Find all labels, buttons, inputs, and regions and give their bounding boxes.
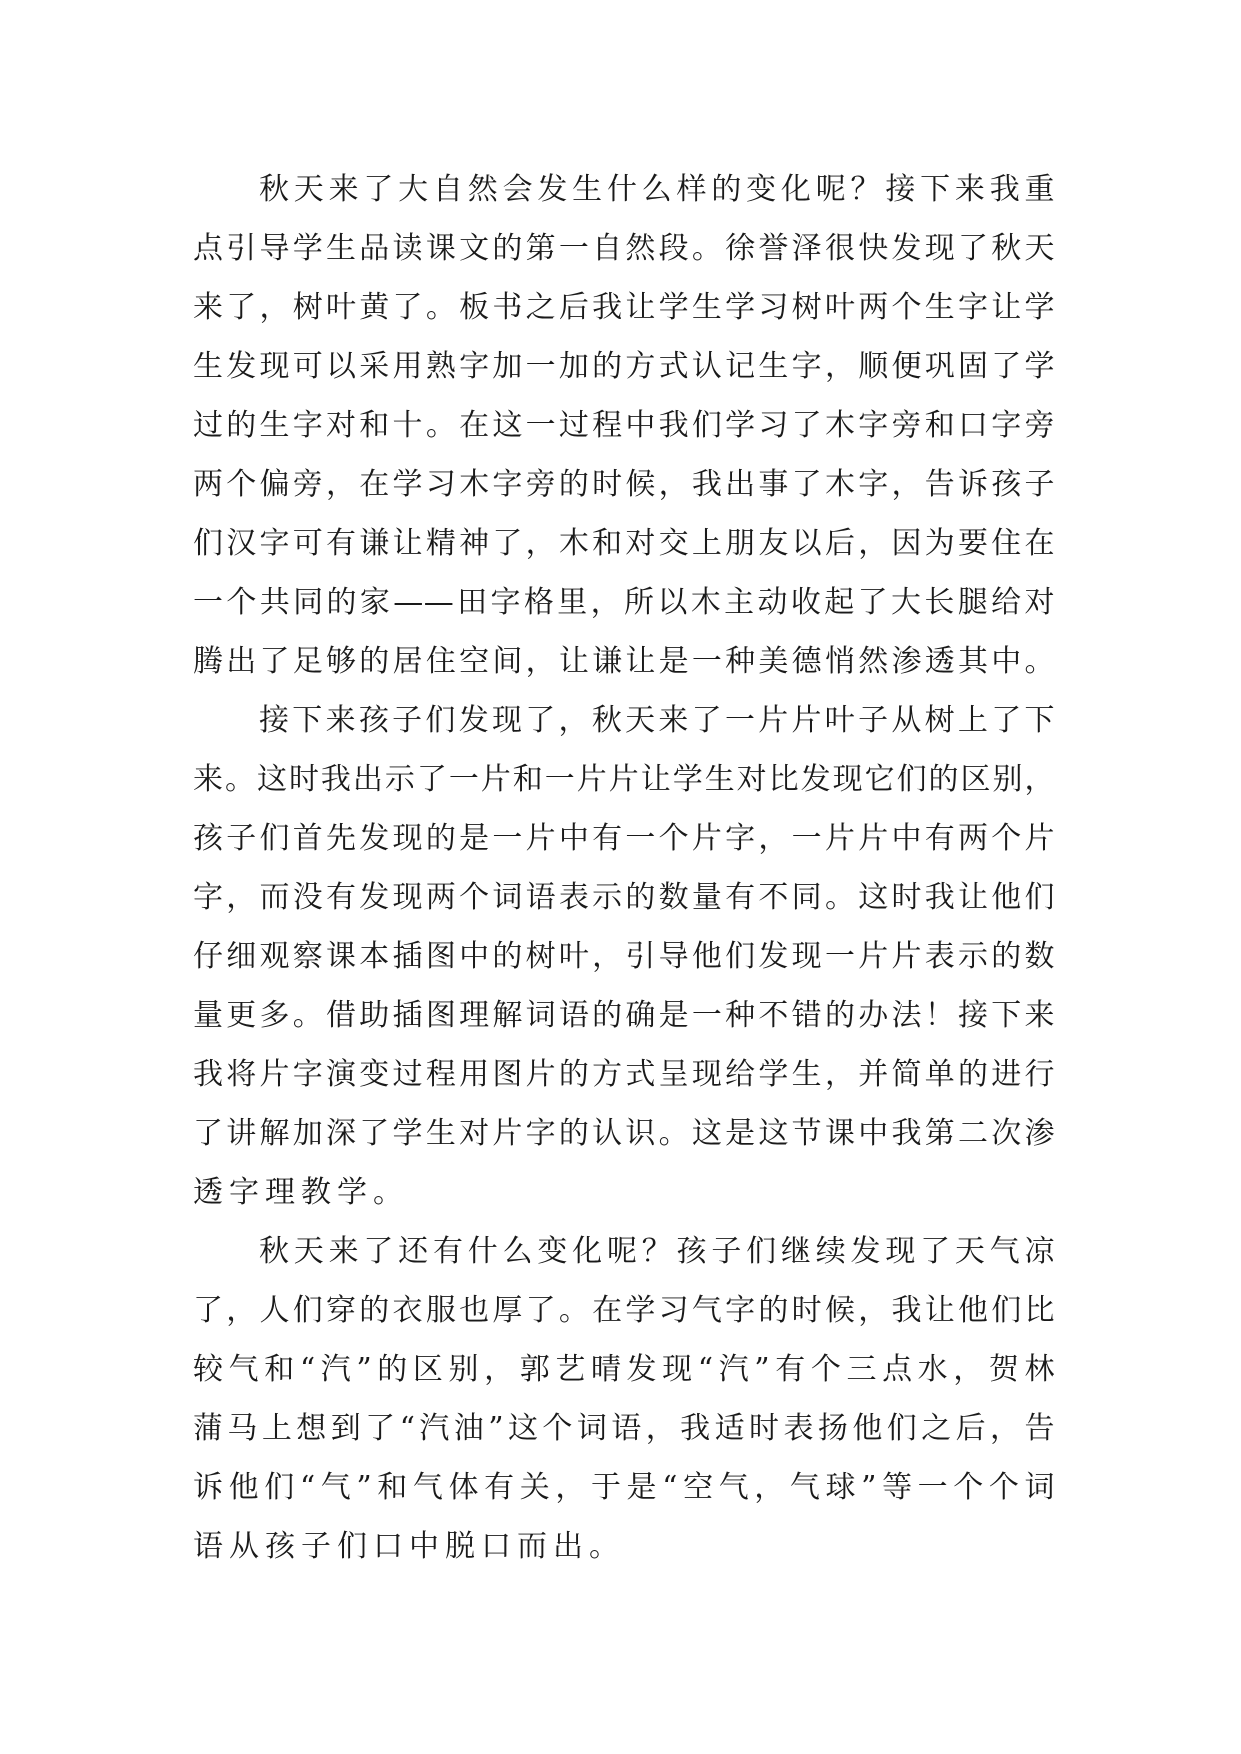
text-line: 我将片字演变过程用图片的方式呈现给学生，并简单的进行 bbox=[193, 1057, 1055, 1092]
text-line: 们汉字可有谦让精神了，木和对交上朋友以后，因为要住在 bbox=[193, 526, 1055, 561]
text-line: 孩子们首先发现的是一片中有一个片字，一片片中有两个片 bbox=[193, 821, 1055, 856]
text-line: 生发现可以采用熟字加一加的方式认记生字，顺便巩固了学 bbox=[193, 349, 1055, 384]
text-line: 一个共同的家——田字格里，所以木主动收起了大长腿给对 bbox=[193, 585, 1055, 620]
text-line: 量更多。借助插图理解词语的确是一种不错的办法！接下来 bbox=[193, 998, 1055, 1033]
text-line: 了，人们穿的衣服也厚了。在学习气字的时候，我让他们比 bbox=[193, 1293, 1055, 1328]
text-line: 腾出了足够的居住空间，让谦让是一种美德悄然渗透其中。 bbox=[193, 644, 1055, 679]
text-line: 点引导学生品读课文的第一自然段。徐誉泽很快发现了秋天 bbox=[193, 231, 1055, 266]
text-line: 来。这时我出示了一片和一片片让学生对比发现它们的区别， bbox=[193, 762, 1055, 797]
paragraph-3 bbox=[193, 1222, 1055, 1576]
document-body bbox=[193, 160, 1055, 1576]
text-line: 蒲马上想到了“汽油”这个词语，我适时表扬他们之后，告 bbox=[193, 1411, 1055, 1446]
text-line: 两个偏旁，在学习木字旁的时候，我出事了木字，告诉孩子 bbox=[193, 467, 1055, 502]
text-line: 仔细观察课本插图中的树叶，引导他们发现一片片表示的数 bbox=[193, 939, 1055, 974]
text-line: 秋天来了大自然会发生什么样的变化呢？接下来我重 bbox=[259, 172, 1055, 207]
text-line: 秋天来了还有什么变化呢？孩子们继续发现了天气凉 bbox=[259, 1234, 1055, 1269]
text-line: 语从孩子们口中脱口而出。 bbox=[193, 1529, 625, 1564]
text-line: 了讲解加深了学生对片字的认识。这是这节课中我第二次渗 bbox=[193, 1116, 1055, 1151]
text-line: 来了，树叶黄了。板书之后我让学生学习树叶两个生字让学 bbox=[193, 290, 1055, 325]
text-line: 较气和“汽”的区别，郭艺晴发现“汽”有个三点水，贺林 bbox=[193, 1352, 1055, 1387]
text-line: 透字理教学。 bbox=[193, 1175, 409, 1210]
paragraph-2 bbox=[193, 691, 1055, 1222]
paragraph-1 bbox=[193, 160, 1055, 691]
text-line: 字，而没有发现两个词语表示的数量有不同。这时我让他们 bbox=[193, 880, 1055, 915]
text-line: 接下来孩子们发现了，秋天来了一片片叶子从树上了下 bbox=[259, 703, 1055, 738]
text-line: 过的生字对和十。在这一过程中我们学习了木字旁和口字旁 bbox=[193, 408, 1055, 443]
text-line: 诉他们“气”和气体有关，于是“空气，气球”等一个个词 bbox=[193, 1470, 1055, 1505]
